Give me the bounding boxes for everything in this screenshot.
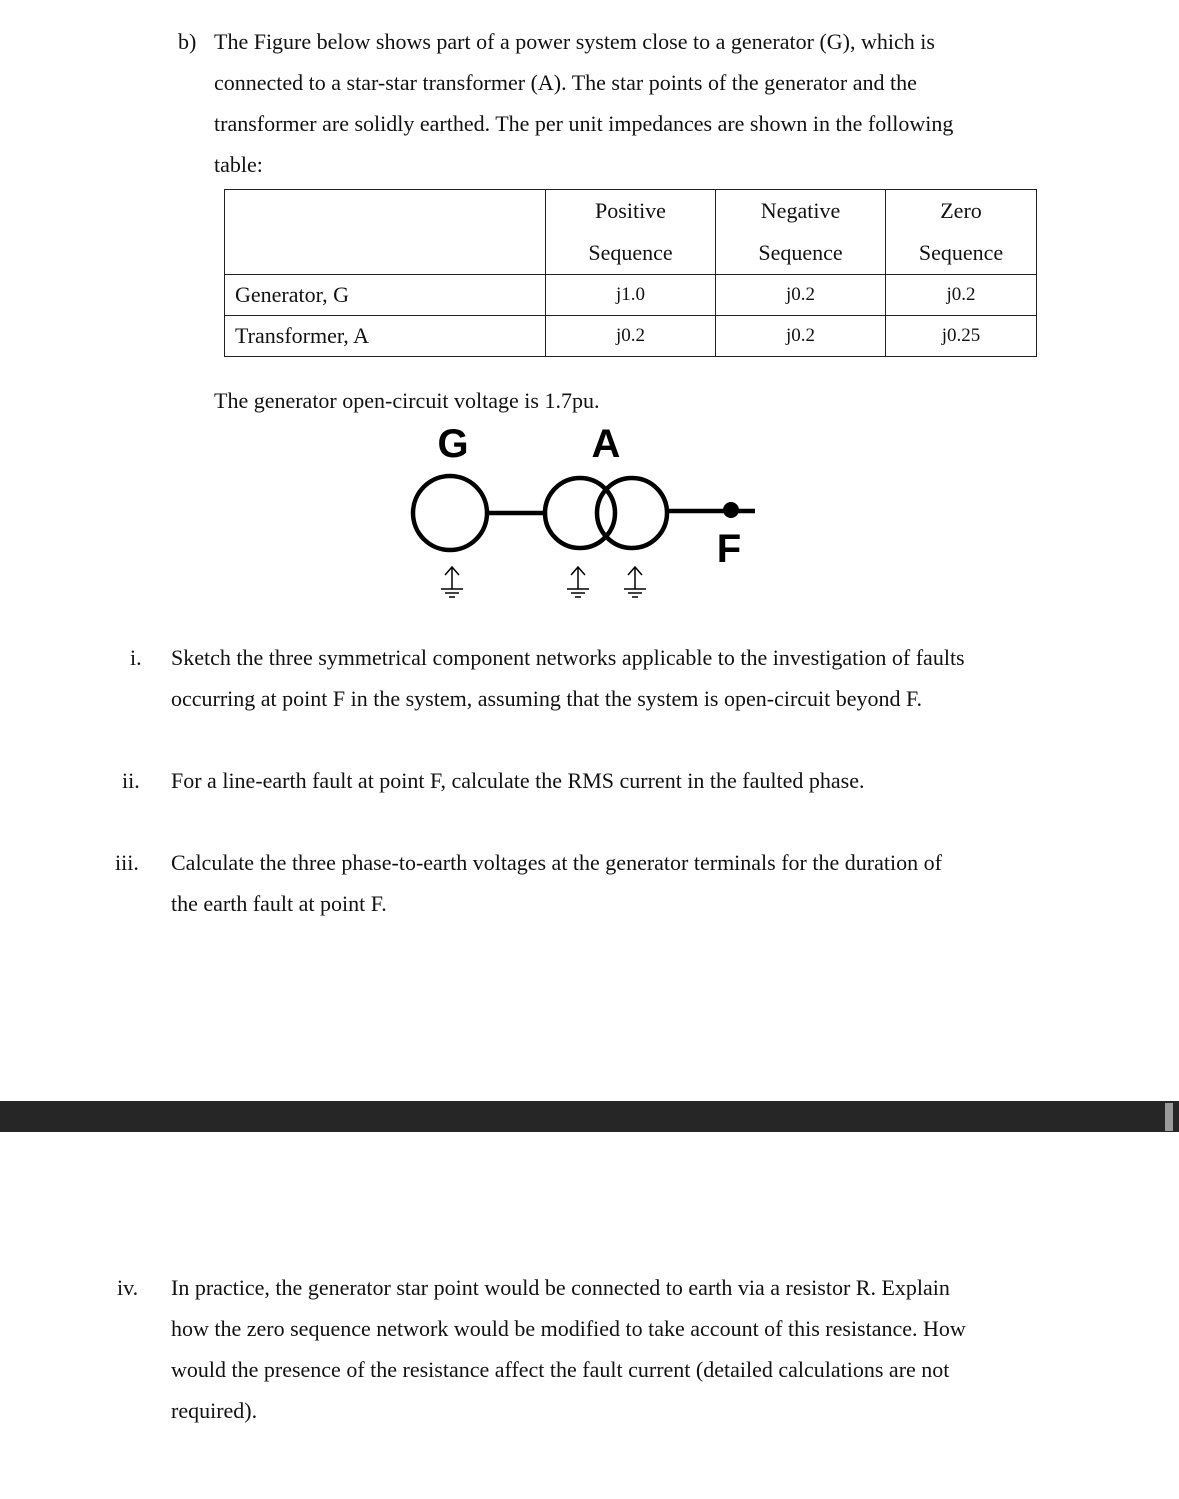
generator-symbol <box>413 476 487 550</box>
part-iii-number: iii. <box>115 850 139 875</box>
fault-point-dot <box>723 502 739 518</box>
scrollbar-thumb[interactable] <box>1165 1103 1173 1131</box>
part-b-line: connected to a star-star transformer (A). The star points of the generator and the <box>214 70 917 95</box>
part-ii-number: ii. <box>122 768 140 793</box>
part-b-label: b) <box>178 29 197 54</box>
earth-icon <box>567 567 589 597</box>
generator-label: G <box>437 422 469 466</box>
part-line: Sketch the three symmetrical component networks applicable to the investigation of faults <box>171 645 965 670</box>
part-line: how the zero sequence network would be modified to take account of this resistance. How <box>171 1316 966 1341</box>
row-label: Generator, G <box>225 275 546 316</box>
header-text: Sequence <box>758 240 843 265</box>
table-cell: j0.2 <box>716 316 886 357</box>
part-line: occurring at point F in the system, assuming that the system is open-circuit beyond F. <box>171 686 923 711</box>
header-text: Sequence <box>588 240 673 265</box>
table-cell: j0.2 <box>886 275 1037 316</box>
part-iii-text <box>171 842 1071 924</box>
part-i-text <box>171 637 1071 719</box>
table-cell: j1.0 <box>546 275 716 316</box>
part-line: Calculate the three phase-to-earth voltages at the generator terminals for the duration of <box>171 850 942 875</box>
part-line: required). <box>171 1398 258 1423</box>
part-line: would the presence of the resistance affect the fault current (detailed calculations are not <box>171 1357 950 1382</box>
part-i-number: i. <box>130 645 142 670</box>
row-label: Transformer, A <box>225 316 546 357</box>
header-text: Positive <box>595 198 666 223</box>
part-iv-text <box>171 1267 1071 1431</box>
page-divider-bar <box>0 1101 1179 1132</box>
part-ii-text <box>171 760 1071 801</box>
earth-icon <box>441 567 463 597</box>
part-b-line: The Figure below shows part of a power system close to a generator (G), which is <box>214 29 935 54</box>
part-line: For a line-earth fault at point F, calculate the RMS current in the faulted phase. <box>171 768 865 793</box>
fault-label: F <box>716 527 742 571</box>
part-line: In practice, the generator star point would be connected to earth via a resistor R. Explain <box>171 1275 950 1300</box>
transformer-label: A <box>591 422 621 466</box>
transformer-winding-secondary <box>597 478 667 548</box>
part-b-line: transformer are solidly earthed. The per unit impedances are shown in the following <box>214 111 954 136</box>
part-b-line: table: <box>214 152 263 177</box>
part-iv-number: iv. <box>117 1275 139 1300</box>
voltage-note: The generator open-circuit voltage is 1.7pu. <box>214 388 600 413</box>
header-text: Sequence <box>918 240 1004 265</box>
header-text: Zero <box>940 198 982 223</box>
circuit-diagram <box>0 0 1179 640</box>
part-line: the earth fault at point F. <box>171 891 387 916</box>
header-text: Negative <box>760 198 841 223</box>
table-cell: j0.25 <box>886 316 1037 357</box>
table-cell: j0.2 <box>546 316 716 357</box>
table-cell: j0.2 <box>716 275 886 316</box>
earth-icon <box>624 567 646 597</box>
